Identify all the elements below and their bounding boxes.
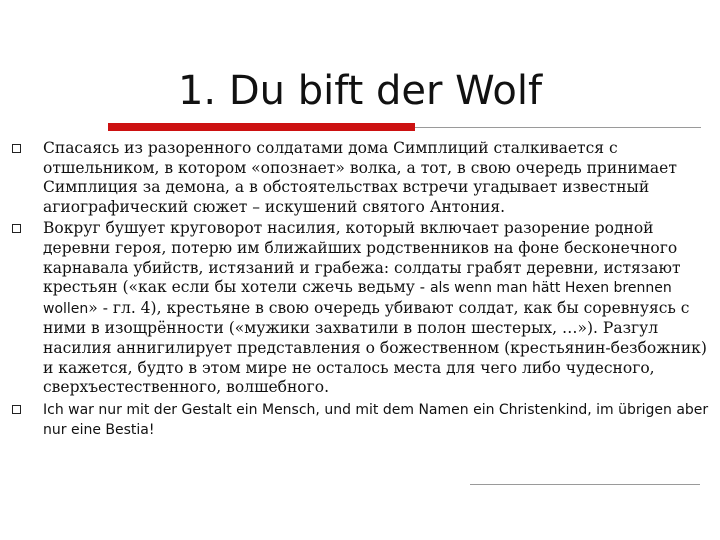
slide-title: 1. Du bift der Wolf — [177, 68, 543, 114]
hollow-square-icon — [12, 224, 21, 233]
bullet-item — [10, 400, 710, 441]
bullet-german-quote: als wenn man hätt Hexen brennen wollen — [43, 280, 672, 317]
bullet-text: » - гл. 4), крестьяне в свою очередь убивают солдат, как бы соревнуясь с ними в изощрённости («мужики захватили в полон шестерых, …»). Разгул насилия аннигилирует представления о божественном (крестьянин-безбожник) и кажется, будто в этом мире не осталось места для чего либо чудесного, сверхъестественного, волшебного. — [43, 298, 707, 397]
bullet-item — [10, 139, 710, 217]
bottom-rule — [470, 484, 700, 485]
bullet-text: Спасаясь из разоренного солдатами дома Симплиций сталкивается с отшельником, в котором «опознает» волка, а тот, в свою очередь принимает Симплиция за демона, а в обстоятельствах встречи угадывает известный агиографический сюжет – искушений святого Антония. — [43, 139, 677, 216]
bullet-text: Вокруг бушует круговорот насилия, который включает разорение родной деревни героя, потерю им ближайших родственников на фоне бесконечного карнавала убийств, истязаний и грабежа: солдаты грабят деревни, истязают крестьян («как если бы хотели сжечь ведьму - — [43, 219, 681, 297]
bullet-german-quote: Ich war nur mit der Gestalt ein Mensch, und mit dem Namen ein Christenkind, im übrigen aber nur eine Bestia! — [43, 401, 709, 439]
title-accent-bar — [108, 123, 415, 131]
bullet-item — [10, 219, 710, 397]
hollow-square-icon — [12, 144, 21, 153]
bullet-list — [10, 139, 710, 443]
hollow-square-icon — [12, 405, 21, 414]
